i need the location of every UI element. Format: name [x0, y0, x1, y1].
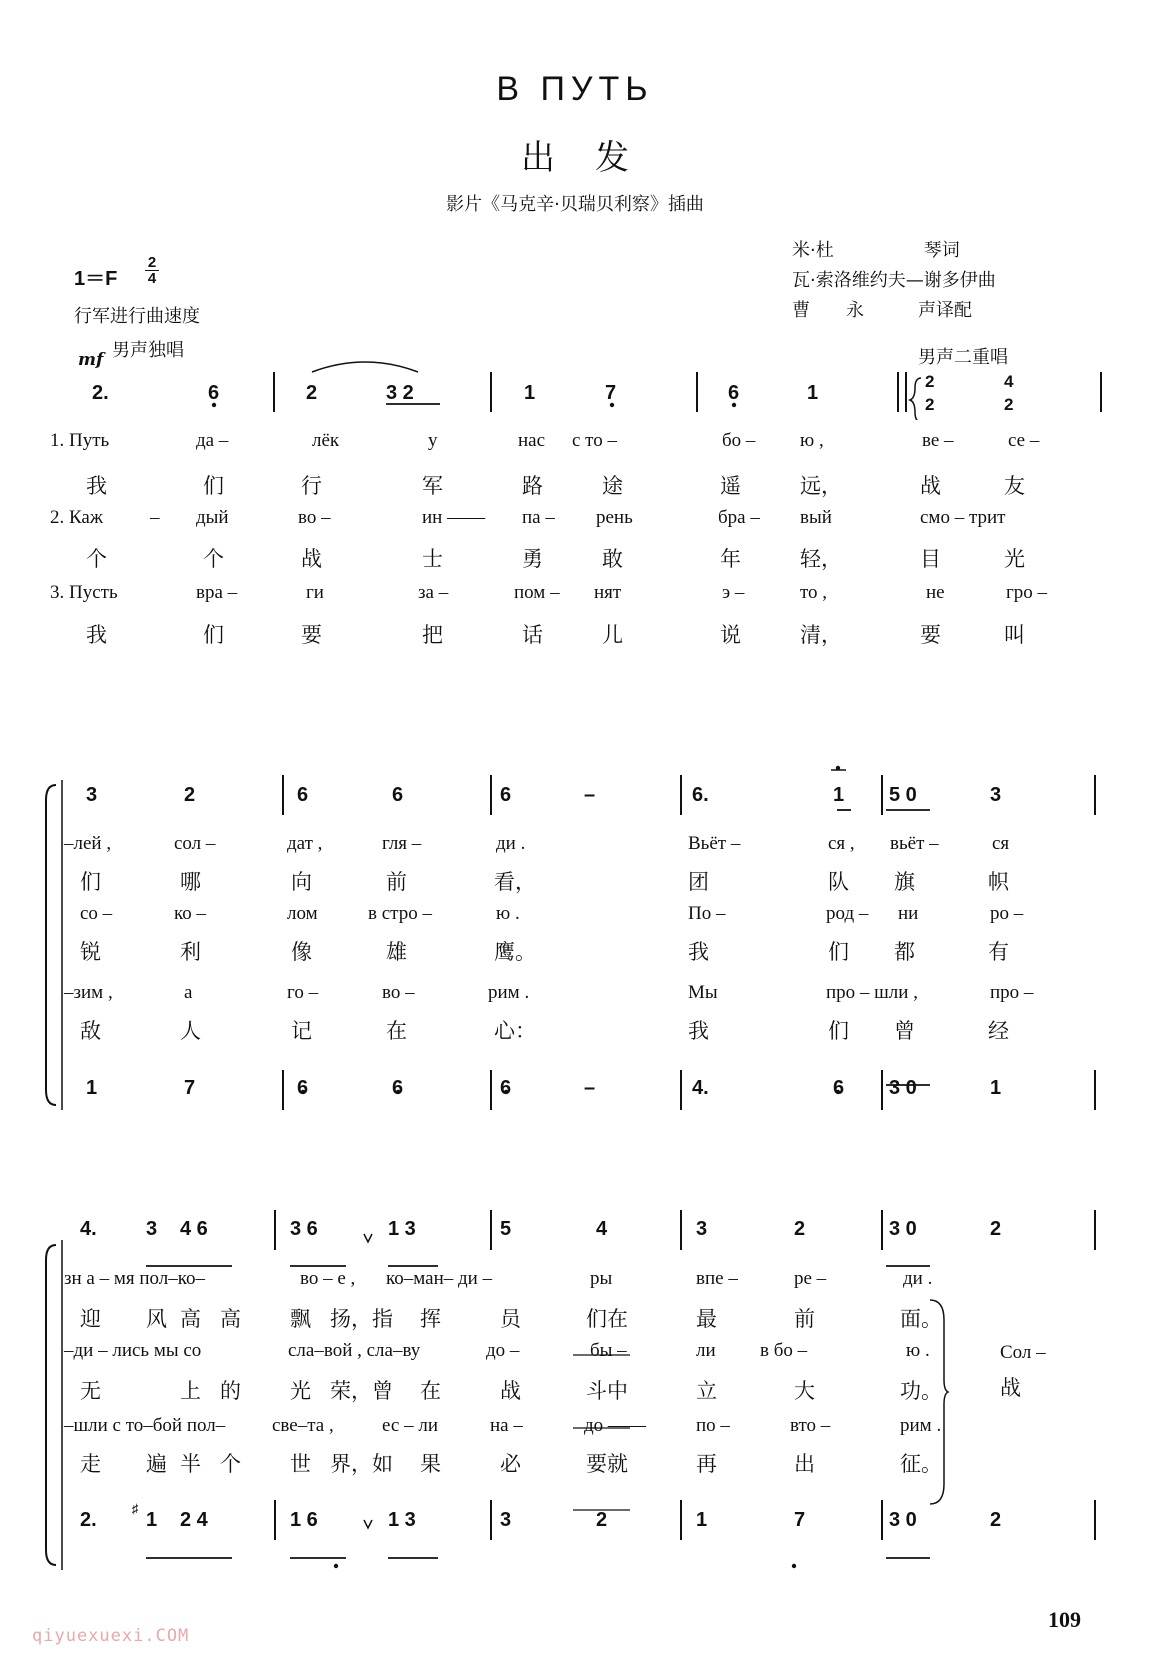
lyric-ru: про – шли , — [826, 982, 918, 1003]
lyric-ru: гро – — [1006, 582, 1048, 603]
lyric-ru: во – — [298, 507, 331, 528]
lyric-zh: 在 — [386, 1019, 407, 1043]
lyric-ru: рим . — [488, 982, 530, 1003]
lyric-zh: 我 — [688, 940, 709, 964]
lyric-zh: 的 — [220, 1379, 241, 1403]
lyric-ru: вьёт – — [890, 833, 939, 854]
lyric-zh: 战 — [301, 547, 322, 571]
lyric-ru: бра – — [718, 507, 760, 528]
sharp-sign: ♯ — [132, 1501, 139, 1516]
lyric-zh: 轻， — [800, 547, 842, 571]
lyric-zh: 雄 — [386, 940, 407, 964]
note: 5 0 — [889, 784, 917, 806]
lyric-zh: 帜 — [988, 870, 1009, 894]
lyric-zh: 话 — [522, 623, 543, 647]
lyric-zh: 记 — [291, 1019, 312, 1043]
lyric-ru: По – — [688, 903, 726, 924]
lyric-zh: 风 — [146, 1307, 167, 1331]
barline — [905, 372, 907, 412]
lyric-zh: 有 — [988, 940, 1009, 964]
barline — [282, 1070, 284, 1110]
barline — [680, 1500, 682, 1540]
lyric-ru: Вьёт – — [688, 833, 741, 854]
credit-lyricist: 米·杜 琴词 — [792, 240, 960, 261]
lyric-zh: 界，如 — [330, 1452, 393, 1476]
voice-brace — [910, 378, 921, 420]
lyric-ru: ся , — [828, 833, 855, 854]
voice-duet-label: 男声二重唱 — [918, 347, 1008, 368]
lyric-ru: до —— — [584, 1415, 646, 1436]
lyric-zh: 员 — [500, 1307, 521, 1331]
note: 2 — [990, 1218, 1002, 1240]
barline — [490, 775, 492, 815]
lyric-zh: 叫 — [1004, 623, 1025, 647]
note: 3 — [696, 1218, 708, 1240]
lyric-zh: 年 — [720, 547, 741, 571]
lyric-ru: дат , — [287, 833, 323, 854]
lyric-ru: рень — [596, 507, 633, 528]
note: 2. — [92, 382, 109, 404]
barline — [897, 372, 899, 412]
lyric-ru: в стро – — [368, 903, 432, 924]
barline — [881, 1210, 883, 1250]
note: 4 — [596, 1218, 608, 1240]
lyric-zh: 迎 — [80, 1307, 101, 1331]
lyric-zh: 利 — [180, 940, 201, 964]
note: 3 2 — [386, 382, 414, 404]
barline — [490, 1500, 492, 1540]
coda-lyric-ru: Сол – — [1000, 1342, 1046, 1363]
lyric-zh: 征。 — [900, 1452, 942, 1476]
lyric-ru: сол – — [174, 833, 216, 854]
lyric-ru: –лей , — [64, 833, 112, 854]
lyric-zh: 说 — [720, 623, 741, 647]
lyric-ru: зн а – мя пол–ко– — [64, 1268, 206, 1289]
lyric-ru: го – — [287, 982, 319, 1003]
lyric-zh: 友 — [1004, 474, 1025, 498]
lyric-ru: сла–вой , сла–ву — [288, 1340, 421, 1361]
title-russian: В ПУТЬ — [496, 70, 654, 108]
lyric-zh: 路 — [522, 474, 543, 498]
lyric-zh: 锐 — [80, 940, 101, 964]
lyric-ru: вый — [800, 507, 832, 528]
lyric-zh: 高 — [180, 1307, 201, 1331]
lyric-ru: во – — [382, 982, 415, 1003]
lyric-ru: вто – — [790, 1415, 831, 1436]
lyric-zh: 军 — [422, 474, 443, 498]
note: 2. — [80, 1509, 97, 1531]
lyric-ru: лом — [287, 903, 318, 924]
note: 4 6 — [180, 1218, 208, 1240]
note: 6 — [297, 784, 309, 806]
note: 1 — [833, 784, 845, 806]
lyric-zh: 个 — [86, 547, 107, 571]
system-bracket — [46, 785, 56, 1105]
note: 3 6 — [290, 1218, 318, 1240]
note: 1 — [696, 1509, 708, 1531]
lyric-ru: про – — [990, 982, 1034, 1003]
lyric-zh: 光 — [290, 1379, 311, 1403]
upper-octave-dot — [836, 766, 840, 770]
barline — [282, 775, 284, 815]
lyric-zh: 向 — [291, 870, 312, 894]
note: 6 — [500, 784, 512, 806]
lyric-ru: а — [184, 982, 193, 1003]
time-change-bottom: 2 — [1004, 395, 1014, 414]
lyric-zh: 无 — [80, 1379, 101, 1403]
time-change-top: 2 — [925, 372, 935, 391]
barline — [274, 1210, 276, 1250]
lyric-ru: ги — [306, 582, 324, 603]
lyric-ru: ю . — [906, 1340, 930, 1361]
note: 2 — [184, 784, 196, 806]
lyric-zh: 我 — [86, 474, 107, 498]
lyric-zh: 大 — [794, 1379, 815, 1403]
lyric-ru: рим . — [900, 1415, 942, 1436]
note: 1 — [146, 1509, 158, 1531]
lyric-zh: 目 — [920, 547, 941, 571]
lyric-ru: впе – — [696, 1268, 738, 1289]
lyric-zh: 把 — [422, 623, 443, 647]
dynamic-marking: mf — [78, 350, 104, 370]
barline — [490, 372, 492, 412]
lyric-zh: 最 — [696, 1307, 717, 1331]
note: 6. — [692, 784, 709, 806]
lyric-ru: э – — [722, 582, 745, 603]
lyric-zh: 们 — [828, 940, 849, 964]
lyric-zh: 战 — [500, 1379, 521, 1403]
barline — [881, 1500, 883, 1540]
lyric-ru: ре – — [794, 1268, 827, 1289]
lyric-ru: то , — [800, 582, 828, 603]
barline — [680, 1210, 682, 1250]
lyric-zh: 半 — [180, 1452, 201, 1476]
barline — [696, 372, 698, 412]
lyric-ru: гля – — [382, 833, 422, 854]
note: 3 — [86, 784, 98, 806]
lyric-ru: не — [926, 582, 945, 603]
lyric-ru: ес – ли — [382, 1415, 438, 1436]
lyric-zh: 敌 — [80, 1019, 101, 1043]
lyric-zh: 扬，指 — [330, 1307, 393, 1331]
page-number: 109 — [1048, 1607, 1081, 1632]
lyric-ru: род – — [826, 903, 869, 924]
lyric-zh: 儿 — [602, 623, 623, 647]
barline — [490, 1210, 492, 1250]
lyric-zh: 前 — [794, 1307, 815, 1331]
lyric-ru: 1. Путь — [50, 430, 110, 451]
lyric-zh: 敢 — [602, 547, 623, 571]
meter-top: 2 — [147, 254, 157, 271]
lyric-zh: 勇 — [522, 547, 543, 571]
key-signature: 1＝F — [74, 268, 118, 290]
note: 7 — [794, 1509, 806, 1531]
lyric-zh: 心： — [494, 1019, 536, 1043]
lyric-zh: 行 — [301, 474, 322, 498]
lyric-zh: 们 — [203, 623, 224, 647]
barline — [680, 1070, 682, 1110]
lyric-ru: нят — [594, 582, 622, 603]
lyric-ru: бы – — [590, 1340, 627, 1361]
note: 4. — [80, 1218, 97, 1240]
note: 1 3 — [388, 1218, 416, 1240]
note: 4. — [692, 1077, 709, 1099]
note: 6 — [392, 784, 404, 806]
note: 6 — [833, 1077, 845, 1099]
lyric-ru: ся — [992, 833, 1010, 854]
lower-octave-dot — [334, 1564, 338, 1568]
lyric-ru: ю , — [800, 430, 824, 451]
note: 1 6 — [290, 1509, 318, 1531]
lyric-zh: 要就 — [586, 1452, 628, 1476]
note: 2 — [794, 1218, 806, 1240]
barline — [274, 1500, 276, 1540]
note: 3 — [146, 1218, 158, 1240]
lyric-ru: 2. Каж — [50, 507, 103, 528]
lyric-ru: во – е , — [300, 1268, 356, 1289]
barline — [1100, 372, 1102, 412]
lyric-zh: 们在 — [586, 1307, 628, 1331]
lyric-zh: 旗 — [894, 870, 915, 894]
lyric-zh: 出 — [794, 1452, 815, 1476]
meter-bottom: 4 — [145, 270, 159, 286]
note: 1 3 — [388, 1509, 416, 1531]
lyric-zh: 飘 — [290, 1307, 311, 1331]
lyric-zh: 哪 — [180, 870, 201, 894]
barline — [680, 775, 682, 815]
lyric-ru: –ди – лись мы со — [64, 1340, 202, 1361]
note: 3 0 — [889, 1077, 917, 1099]
note: 7 — [184, 1077, 196, 1099]
lyric-ru: ли — [696, 1340, 716, 1361]
note: 2 — [990, 1509, 1002, 1531]
barline — [1094, 1070, 1096, 1110]
lyric-ru: бо – — [722, 430, 756, 451]
lyric-zh: 们 — [80, 870, 101, 894]
lyric-zh: 看， — [494, 870, 536, 894]
lyric-ru: у — [428, 430, 438, 451]
lyric-zh: 前 — [386, 870, 407, 894]
lyric-ru: ко – — [174, 903, 207, 924]
note: 1 — [524, 382, 536, 404]
note: 1 — [807, 382, 819, 404]
slur — [312, 362, 418, 372]
note: – — [584, 1077, 596, 1099]
breath-mark — [364, 1234, 372, 1242]
note: 6 — [297, 1077, 309, 1099]
lyric-zh: 荣，曾 — [330, 1379, 393, 1403]
lyric-ru: све–та , — [272, 1415, 334, 1436]
lower-octave-dot — [792, 1564, 796, 1568]
lyric-zh: 我 — [688, 1019, 709, 1043]
note: 3 — [990, 784, 1002, 806]
lyric-ru: ди . — [903, 1268, 933, 1289]
lyric-ru: – — [150, 507, 160, 528]
note: 6 — [500, 1077, 512, 1099]
lyric-ru: по – — [696, 1415, 730, 1436]
lyric-ru: до – — [486, 1340, 520, 1361]
barline — [1094, 1210, 1096, 1250]
lyric-zh: 团 — [688, 870, 709, 894]
lyric-ru: ди . — [496, 833, 526, 854]
lyric-ru: пом – — [514, 582, 560, 603]
lyric-zh: 遥 — [720, 474, 741, 498]
system-2-marks — [0, 760, 1150, 1140]
time-change-bottom: 2 — [925, 395, 935, 414]
lyric-ru: ко–ман– ди – — [386, 1268, 493, 1289]
lyric-zh: 队 — [828, 870, 849, 894]
lyric-ru: лёк — [312, 430, 340, 451]
note: 2 4 — [180, 1509, 208, 1531]
barline — [881, 775, 883, 815]
note: 2 — [596, 1509, 608, 1531]
note: 3 — [500, 1509, 512, 1531]
voice-solo-label: 男声独唱 — [112, 340, 184, 361]
lyric-ru: ю . — [496, 903, 520, 924]
time-change-top: 4 — [1004, 372, 1014, 391]
lyric-ru: па – — [522, 507, 555, 528]
note: 2 — [306, 382, 318, 404]
note: 6 — [392, 1077, 404, 1099]
lyric-ru: –зим , — [64, 982, 113, 1003]
lyric-zh: 鹰。 — [494, 940, 536, 964]
note: 1 — [86, 1077, 98, 1099]
lyric-zh: 必 — [500, 1452, 521, 1476]
lyric-ru: нас — [518, 430, 546, 451]
lyric-ru: в бо – — [760, 1340, 808, 1361]
lyric-zh: 果 — [420, 1452, 441, 1476]
lyric-ru: ни — [898, 903, 919, 924]
lyric-ru: Мы — [688, 982, 718, 1003]
note: 3 0 — [889, 1509, 917, 1531]
note: – — [584, 784, 596, 806]
lyric-ru: со – — [80, 903, 113, 924]
lyric-zh: 清， — [800, 623, 842, 647]
lyric-ru: да – — [196, 430, 229, 451]
title-chinese: 出发 — [521, 138, 669, 178]
lyric-ru: 3. Пусть — [50, 582, 118, 603]
lyric-zh: 途 — [602, 474, 623, 498]
lyric-ru: ро – — [990, 903, 1024, 924]
barline — [490, 1070, 492, 1110]
lyric-zh: 要 — [301, 623, 322, 647]
lyric-zh: 我 — [86, 623, 107, 647]
lyric-ru: дый — [196, 507, 229, 528]
lyric-ru: –шли с то–бой пол– — [64, 1415, 226, 1436]
barline — [1094, 775, 1096, 815]
lyric-zh: 要 — [920, 623, 941, 647]
lyric-zh: 们 — [203, 474, 224, 498]
credit-composer: 瓦·索洛维约夫—谢多伊曲 — [792, 270, 996, 291]
note: 1 — [990, 1077, 1002, 1099]
note: 7 — [605, 382, 617, 404]
lyric-ru: ры — [590, 1268, 613, 1289]
tempo-marking: 行军进行曲速度 — [74, 306, 200, 327]
lyric-zh: 都 — [894, 940, 915, 964]
lyric-ru: смо – трит — [920, 507, 1006, 528]
lyric-zh: 高 — [220, 1307, 241, 1331]
lyric-zh: 立 — [696, 1379, 717, 1403]
lyric-ru: на – — [490, 1415, 523, 1436]
watermark: qiyuexuexi.COM — [32, 1626, 190, 1646]
lyric-ru: за – — [418, 582, 449, 603]
note: 6 — [208, 382, 220, 404]
lyric-zh: 光 — [1004, 547, 1025, 571]
lyric-zh: 人 — [180, 1019, 201, 1043]
system-bracket — [46, 1245, 56, 1565]
lyric-zh: 遍 — [146, 1452, 167, 1476]
note: 5 — [500, 1218, 512, 1240]
note: 3 0 — [889, 1218, 917, 1240]
lyric-ru: с то – — [572, 430, 617, 451]
lyric-zh: 远， — [800, 474, 842, 498]
coda-lyric-zh: 战 — [1000, 1376, 1021, 1400]
breath-mark — [364, 1520, 372, 1528]
lyric-zh: 战 — [920, 474, 941, 498]
subtitle: 影片《马克辛·贝瑞贝利察》插曲 — [446, 194, 704, 215]
lyric-zh: 功。 — [900, 1379, 942, 1403]
lyric-ru: се – — [1008, 430, 1040, 451]
barline — [273, 372, 275, 412]
lyric-zh: 斗中 — [586, 1379, 628, 1403]
lyric-zh: 在 — [420, 1379, 441, 1403]
note: 6 — [728, 382, 740, 404]
lyric-zh: 曾 — [894, 1019, 915, 1043]
lyric-zh: 再 — [696, 1452, 717, 1476]
lyric-zh: 世 — [290, 1452, 311, 1476]
lyric-zh: 们 — [828, 1019, 849, 1043]
lyric-zh: 上 — [180, 1379, 201, 1403]
barline — [1094, 1500, 1096, 1540]
lyric-zh: 面。 — [900, 1307, 942, 1331]
lyric-zh: 士 — [422, 547, 443, 571]
lyric-zh: 个 — [203, 547, 224, 571]
lyric-zh: 个 — [220, 1452, 241, 1476]
lyric-ru: вра – — [196, 582, 238, 603]
system-1-marks — [0, 0, 1150, 420]
barline — [881, 1070, 883, 1110]
lyric-zh: 走 — [80, 1452, 101, 1476]
credit-translator: 曹 永 声译配 — [792, 300, 972, 321]
lyric-zh: 挥 — [420, 1307, 441, 1331]
lyric-zh: 经 — [988, 1019, 1009, 1043]
lyric-ru: ве – — [922, 430, 954, 451]
lyric-ru: ин —— — [422, 507, 486, 528]
lyric-zh: 像 — [291, 940, 312, 964]
